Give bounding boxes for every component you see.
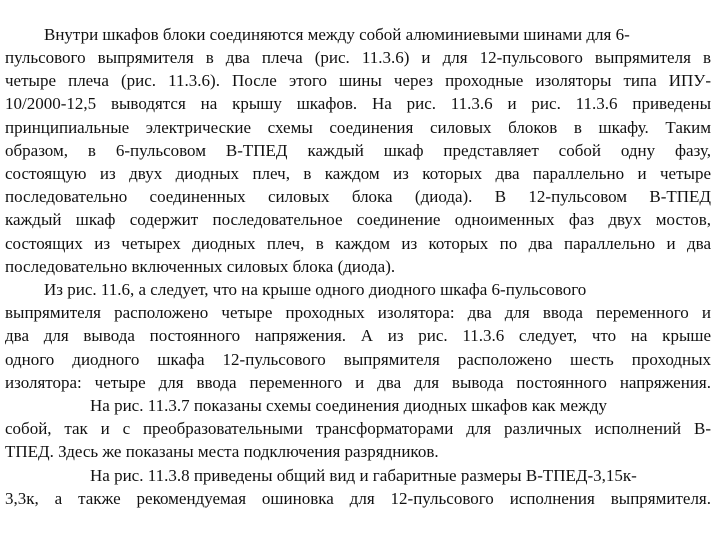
text-line: Из рис. 11.6, а следует, что на крыше одного диодного шкафа 6-пульсового [44,280,587,299]
text-line: 3,3к, а также рекомендуемая ошиновка для 12-пульсового исполнения выпрямителя. [5,489,711,508]
text-line: четыре плеча (рис. 11.3.6). После этого шины через проходные изоляторы типа ИПУ- [5,71,711,90]
text-line: изолятора: четыре для ввода переменного и два для вывода постоянного напряжения. [5,373,711,392]
text-line: выпрямителя расположено четыре проходных изолятора: два для ввода переменного и [5,303,711,322]
text-line: последовательно включенных силовых блока (диода). [5,257,396,276]
text-line: одного диодного шкафа 12-пульсового выпрямителя расположено шесть проходных [5,350,711,369]
text-line: принципиальные электрические схемы соединения силовых блоков в шкафу. Таким [5,118,711,137]
text-line: состоящую из двух диодных плеч, в каждом из которых два параллельно и четыре [5,164,711,183]
text-line: состоящих из четырех диодных плеч, в каждом из которых по два параллельно и два [5,234,711,253]
text-line: два для вывода постоянного напряжения. А из рис. 11.3.6 следует, что на крыше [5,326,711,345]
text-line: На рис. 11.3.8 приведены общий вид и габаритные размеры В-ТПЕД-3,15к- [90,466,637,485]
text-line: пульсового выпрямителя в два плеча (рис. 11.3.6) и для 12-пульсового выпрямителя в [5,48,711,67]
text-line: 10/2000-12,5 выводятся на крышу шкафов. На рис. 11.3.6 и рис. 11.3.6 приведены [5,94,711,113]
text-line: собой, так и с преобразовательными трансформаторами для различных исполнений В- [5,419,711,438]
text-line: образом, в 6-пульсовом В-ТПЕД каждый шкаф представляет собой одну фазу, [5,141,711,160]
text-line: На рис. 11.3.7 показаны схемы соединения диодных шкафов как между [90,396,607,415]
text-line: каждый шкаф содержит последовательное соединение одноименных фаз двух мостов, [5,210,711,229]
text-line: последовательно соединенных силовых блока (диода). В 12-пульсовом В-ТПЕД [5,187,711,206]
text-line: ТПЕД. Здесь же показаны места подключения разрядников. [5,442,439,461]
text-line: Внутри шкафов блоки соединяются между собой алюминиевыми шинами для 6- [44,25,630,44]
